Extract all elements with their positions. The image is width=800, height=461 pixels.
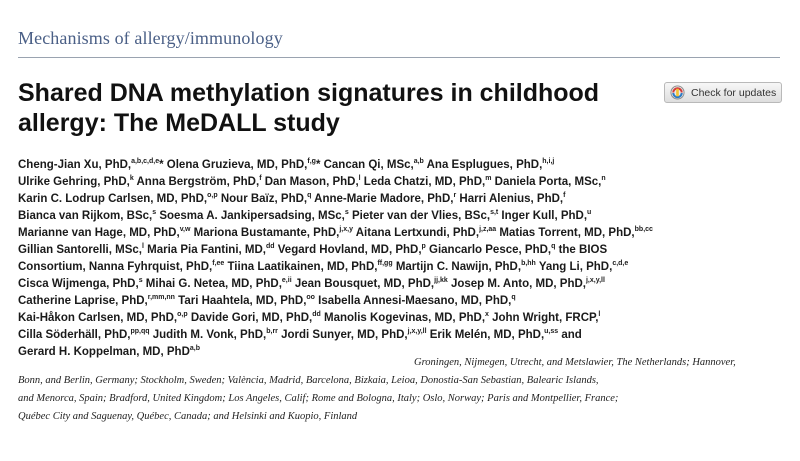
- affiliation-marker: s: [152, 209, 157, 216]
- author-name: * Cancan Qi, MSc,: [315, 159, 414, 171]
- affiliation-marker: f: [563, 192, 566, 199]
- author-name: Pieter van der Vlies, BSc,: [348, 210, 491, 222]
- author-name: Matias Torrent, MD, PhD,: [496, 227, 635, 239]
- affiliation-marker: r: [453, 192, 457, 199]
- author-name: Kai-Håkon Carlsen, MD, PhD,: [18, 312, 178, 324]
- author-name: Ana Esplugues, PhD,: [423, 159, 543, 171]
- author-line: [18, 242, 788, 259]
- affiliation-line: Groningen, Nijmegen, Utrecht, and Metslawier, The Netherlands; Hannover,: [414, 357, 736, 368]
- affiliation-marker: b,rr: [266, 328, 278, 335]
- affiliation-marker: l: [358, 175, 361, 182]
- affiliation-marker: dd: [312, 311, 321, 318]
- author-name: Jordi Sunyer, MD, PhD,: [277, 329, 408, 341]
- affiliation-marker: jj,kk: [434, 277, 448, 284]
- section-header: Mechanisms of allergy/immunology: [18, 28, 283, 48]
- affiliation-marker: l: [141, 243, 144, 250]
- author-name: Karin C. Lodrup Carlsen, MD, PhD,: [18, 193, 208, 205]
- affiliation-marker: s: [138, 277, 143, 284]
- author-line: [18, 276, 788, 293]
- author-line: [18, 293, 788, 310]
- article-title: [18, 78, 658, 138]
- author-name: Bianca van Rijkom, BSc,: [18, 210, 153, 222]
- affiliation-marker: m: [485, 175, 492, 182]
- author-name: Martijn C. Nawijn, PhD,: [392, 261, 522, 273]
- author-name: Manolis Kogevinas, MD, PhD,: [320, 312, 486, 324]
- author-line: [18, 259, 788, 276]
- title-line: Shared DNA methylation signatures in childhood: [18, 79, 600, 107]
- affiliation-marker: p: [421, 243, 426, 250]
- affiliation-marker: b,hh: [521, 260, 536, 267]
- author-name: Giancarlo Pesce, PhD,: [425, 244, 552, 256]
- author-name: Consortium, Nanna Fyhrquist, PhD,: [18, 261, 213, 273]
- author-name: Davide Gori, MD, PhD,: [187, 312, 313, 324]
- author-name: Anna Bergström, PhD,: [133, 176, 260, 188]
- affiliation-marker: j,x,y: [339, 226, 353, 233]
- author-name: John Wright, FRCP,: [488, 312, 599, 324]
- author-name: Nour Baïz, PhD,: [217, 193, 308, 205]
- author-name: Dan Mason, PhD,: [261, 176, 359, 188]
- author-name: Maria Pia Fantini, MD,: [143, 244, 266, 256]
- affiliation-marker: k: [129, 175, 134, 182]
- affiliation-marker: e,ii: [281, 277, 292, 284]
- author-line: [18, 208, 788, 225]
- author-name: Jean Bousquet, MD, PhD,: [291, 278, 435, 290]
- affiliation-marker: pp,qq: [130, 328, 150, 335]
- affiliation-marker: v,w: [179, 226, 191, 233]
- affiliation-marker: j,x,y,ll: [585, 277, 605, 284]
- author-name: Josep M. Anto, MD, PhD,: [447, 278, 586, 290]
- affiliation-marker: f,ee: [212, 260, 225, 267]
- author-name: Leda Chatzi, MD, PhD,: [360, 176, 486, 188]
- author-name: Tari Haahtela, MD, PhD,: [174, 295, 307, 307]
- affiliation-marker: q: [511, 294, 516, 301]
- author-name: Gillian Santorelli, MSc,: [18, 244, 142, 256]
- affiliation-marker: a,b,c,d,e: [131, 158, 160, 165]
- author-line: [18, 327, 788, 344]
- affiliation-marker: dd: [266, 243, 275, 250]
- author-name: Daniela Porta, MSc,: [491, 176, 602, 188]
- author-line: [18, 225, 788, 242]
- author-name: Gerard H. Koppelman, MD, PhD: [18, 346, 190, 358]
- affiliation-marker: o,p: [207, 192, 218, 199]
- affiliation-marker: r,mm,nn: [147, 294, 175, 301]
- author-name: Yang Li, PhD,: [535, 261, 613, 273]
- author-name: Isabella Annesi-Maesano, MD, PhD,: [314, 295, 512, 307]
- affiliation-marker: q: [307, 192, 312, 199]
- author-line: [18, 191, 788, 208]
- author-name: Soesma A. Jankipersadsing, MSc,: [156, 210, 345, 222]
- affiliation-marker: oo: [306, 294, 315, 301]
- affiliation-marker: u,ss: [544, 328, 559, 335]
- author-name: Cilla Söderhäll, PhD,: [18, 329, 131, 341]
- author-name: and: [558, 329, 582, 341]
- author-name: Mariona Bustamante, PhD,: [190, 227, 340, 239]
- author-name: Judith M. Vonk, PhD,: [149, 329, 267, 341]
- affiliation-marker: s,t: [490, 209, 499, 216]
- check-for-updates-button[interactable]: [664, 82, 782, 103]
- affiliation-marker: n: [601, 175, 606, 182]
- author-name: Inger Kull, PhD,: [498, 210, 588, 222]
- affiliation-marker: bb,cc: [634, 226, 653, 233]
- author-line: [18, 157, 788, 174]
- affiliation-marker: c,d,e: [612, 260, 629, 267]
- affiliation-marker: a,b: [189, 345, 201, 352]
- author-line: [18, 310, 788, 327]
- affiliation-line: Québec City and Saguenay, Québec, Canada; and Helsinki and Kuopio, Finland: [18, 411, 358, 422]
- affiliation-marker: u: [587, 209, 592, 216]
- affiliation-marker: s: [344, 209, 349, 216]
- affiliation-marker: o,p: [177, 311, 188, 318]
- author-name: Marianne van Hage, MD, PhD,: [18, 227, 180, 239]
- author-name: Erik Melén, MD, PhD,: [426, 329, 545, 341]
- author-name: Harri Alenius, PhD,: [456, 193, 564, 205]
- affiliation-marker: a,b: [413, 158, 424, 165]
- author-name: Anne-Marie Madore, PhD,: [311, 193, 454, 205]
- check-for-updates-label: Check for updates: [691, 86, 777, 99]
- affiliation-marker: x: [485, 311, 489, 318]
- author-name: Cisca Wijmenga, PhD,: [18, 278, 139, 290]
- affiliation-marker: f: [259, 175, 262, 182]
- author-name: Catherine Laprise, PhD,: [18, 295, 148, 307]
- author-name: Tiina Laatikainen, MD, PhD,: [224, 261, 378, 273]
- affiliation-marker: j,z,aa: [479, 226, 497, 233]
- title-line: allergy: The MeDALL study: [18, 109, 340, 137]
- affiliation-marker: q: [551, 243, 556, 250]
- author-name: Cheng-Jian Xu, PhD,: [18, 159, 132, 171]
- affiliation-marker: l: [598, 311, 601, 318]
- affiliation-marker: h,i,j: [542, 158, 555, 165]
- affiliation-marker: f,g: [307, 158, 316, 165]
- author-name: Aitana Lertxundi, PhD,: [352, 227, 480, 239]
- author-name: Vegard Hovland, MD, PhD,: [274, 244, 422, 256]
- affiliation-marker: j,x,y,ll: [407, 328, 427, 335]
- affiliation-line: Bonn, and Berlin, Germany; Stockholm, Sweden; València, Madrid, Barcelona, Bizkaia, Leioa, Donostia-San Sebastian, Balearic Islands,: [18, 375, 599, 386]
- affiliation-line: and Menorca, Spain; Bradford, United Kingdom; Los Angeles, Calif; Rome and Bologna, Italy; Oslo, Norway; Paris and Montpellier, France;: [18, 393, 619, 404]
- author-line: [18, 174, 788, 191]
- author-name: Mihai G. Netea, MD, PhD,: [142, 278, 282, 290]
- author-name: * Olena Gruzieva, MD, PhD,: [159, 159, 308, 171]
- author-name: the BIOS: [555, 244, 608, 256]
- author-list: [18, 157, 788, 361]
- crossmark-icon: [670, 85, 685, 100]
- header-divider: [18, 57, 780, 58]
- author-name: Ulrike Gehring, PhD,: [18, 176, 130, 188]
- affiliation-marker: ff,gg: [377, 260, 393, 267]
